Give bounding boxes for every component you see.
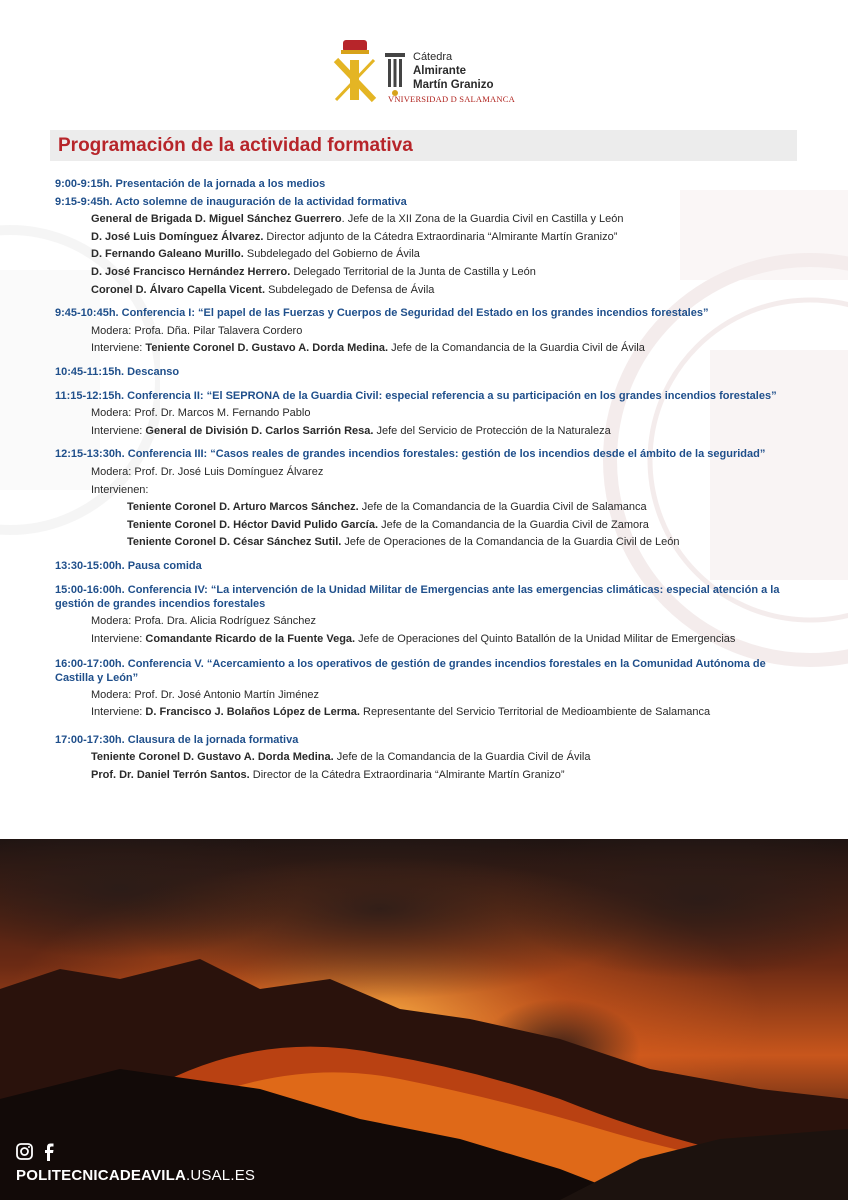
moderator: Modera: Profa. Dra. Alicia Rodríguez Sánchez: [91, 615, 317, 628]
header-logos: [330, 38, 530, 108]
program-time: 11:15-12:15h. Conferencia II: “El SEPRONA de la Guardia Civil: especial referencia a su participación en los grandes incendios forestales”: [55, 389, 777, 402]
moderator: Modera: Prof. Dr. Marcos M. Fernando Pablo: [91, 407, 311, 420]
title-bar: [50, 130, 797, 161]
catedra-line-1: Cátedra: [413, 51, 453, 63]
program-time: 17:00-17:30h. Clausura de la jornada formativa: [55, 733, 299, 746]
moderator: Modera: Profa. Dña. Pilar Talavera Cordero: [91, 324, 303, 337]
program-item-closing: [55, 732, 800, 785]
program-time: 9:15-9:45h. Acto solemne de inauguración de la actividad formativa: [55, 195, 407, 208]
program-time: 16:00-17:00h. Conferencia V. “Acercamiento a los operativos de gestión de grandes incendios forestales en la Comunidad Autónoma de Castilla y León”: [55, 657, 766, 684]
program-item-conference-4: [55, 581, 800, 648]
program-item-conference-3: [55, 446, 800, 552]
program-item-conference-2: [55, 388, 800, 441]
program-time: 9:00-9:15h. Presentación de la jornada a los medios: [55, 178, 326, 190]
participant: Teniente Coronel D. Gustavo A. Dorda Medina. Jefe de la Comandancia de la Guardia Civil de Ávila: [91, 751, 591, 764]
program-list: [55, 176, 800, 785]
page-title: Programación de la actividad formativa: [58, 135, 413, 156]
speaker: Teniente Coronel D. César Sánchez Sutil. Jefe de Operaciones de la Comandancia de la Guardia Civil de León: [127, 536, 680, 549]
program-time: 12:15-13:30h. Conferencia III: “Casos reales de grandes incendios forestales: gestión de los incendios desde el ámbito de la seguridad”: [55, 448, 766, 461]
website-link[interactable]: POLITECNICADEAVILA.USAL.ES: [16, 1167, 256, 1184]
guardia-civil-emblem: [330, 38, 380, 106]
wildfire-photo: [0, 839, 848, 1200]
participant: D. Fernando Galeano Murillo. Subdelegado del Gobierno de Ávila: [91, 248, 420, 261]
program-time: 13:30-15:00h. Pausa comida: [55, 559, 202, 572]
participant: General de Brigada D. Miguel Sánchez Guerrero. Jefe de la XII Zona de la Guardia Civil en Castilla y León: [91, 213, 624, 226]
participant: Coronel D. Álvaro Capella Vicent. Subdelegado de Defensa de Ávila: [91, 283, 435, 296]
facebook-icon[interactable]: [45, 1144, 54, 1162]
catedra-name: [413, 50, 494, 92]
speaker: Interviene: Teniente Coronel D. Gustavo A. Dorda Medina. Jefe de la Comandancia de la Guardia Civil de Ávila: [91, 342, 645, 355]
program-item-break: [55, 364, 800, 382]
speaker: Interviene: General de División D. Carlos Sarrión Resa. Jefe del Servicio de Protección de la Naturaleza: [91, 424, 611, 437]
program-item-inauguration: [55, 194, 800, 300]
participant: Prof. Dr. Daniel Terrón Santos. Director de la Cátedra Extraordinaria “Almirante Martín Granizo”: [91, 769, 565, 782]
instagram-icon[interactable]: [17, 1144, 32, 1159]
speaker: Interviene: Comandante Ricardo de la Fuente Vega. Jefe de Operaciones del Quinto Batallón de la Unidad Militar de Emergencias: [91, 633, 736, 646]
program-item-conference-5: [55, 655, 800, 722]
catedra-line-3: Martín Granizo: [413, 79, 494, 91]
moderator: Modera: Prof. Dr. José Antonio Martín Jiménez: [91, 688, 320, 701]
moderator: Modera: Prof. Dr. José Luis Domínguez Álvarez: [91, 465, 324, 478]
speaker: Teniente Coronel D. Héctor David Pulido García. Jefe de la Comandancia de la Guardia Civil de Zamora: [127, 518, 649, 531]
program-time: 15:00-16:00h. Conferencia IV: “La intervención de la Unidad Militar de Emergencias ante las emergencias climáticas: especial atención a la gestión de grandes incendios forestales: [55, 584, 780, 611]
program-item-conference-1: [55, 305, 800, 358]
wildfire-illustration: [0, 839, 848, 1200]
participant: D. José Francisco Hernández Herrero. Delegado Territorial de la Junta de Castilla y León: [91, 265, 536, 278]
participant: D. José Luis Domínguez Álvarez. Director adjunto de la Cátedra Extraordinaria “Almirante Martín Granizo”: [91, 230, 618, 243]
program-item-presentation: [55, 176, 800, 194]
speakers-label: Intervienen:: [91, 483, 149, 496]
university-name: VNIVERSIDAD D SALAMANCA: [388, 94, 515, 104]
social-icons: [16, 1142, 66, 1162]
catedra-line-2: Almirante: [413, 65, 467, 77]
catedra-column-icon: [385, 53, 405, 97]
program-time: 10:45-11:15h. Descanso: [55, 365, 180, 378]
speaker: Interviene: D. Francisco J. Bolaños López de Lerma. Representante del Servicio Territorial de Medioambiente de Salamanca: [91, 706, 711, 719]
program-time: 9:45-10:45h. Conferencia I: “El papel de las Fuerzas y Cuerpos de Seguridad del Estado en los grandes incendios forestales”: [55, 307, 709, 320]
program-item-lunch: [55, 558, 800, 576]
speaker: Teniente Coronel D. Arturo Marcos Sánchez. Jefe de la Comandancia de la Guardia Civil de Salamanca: [127, 501, 647, 514]
